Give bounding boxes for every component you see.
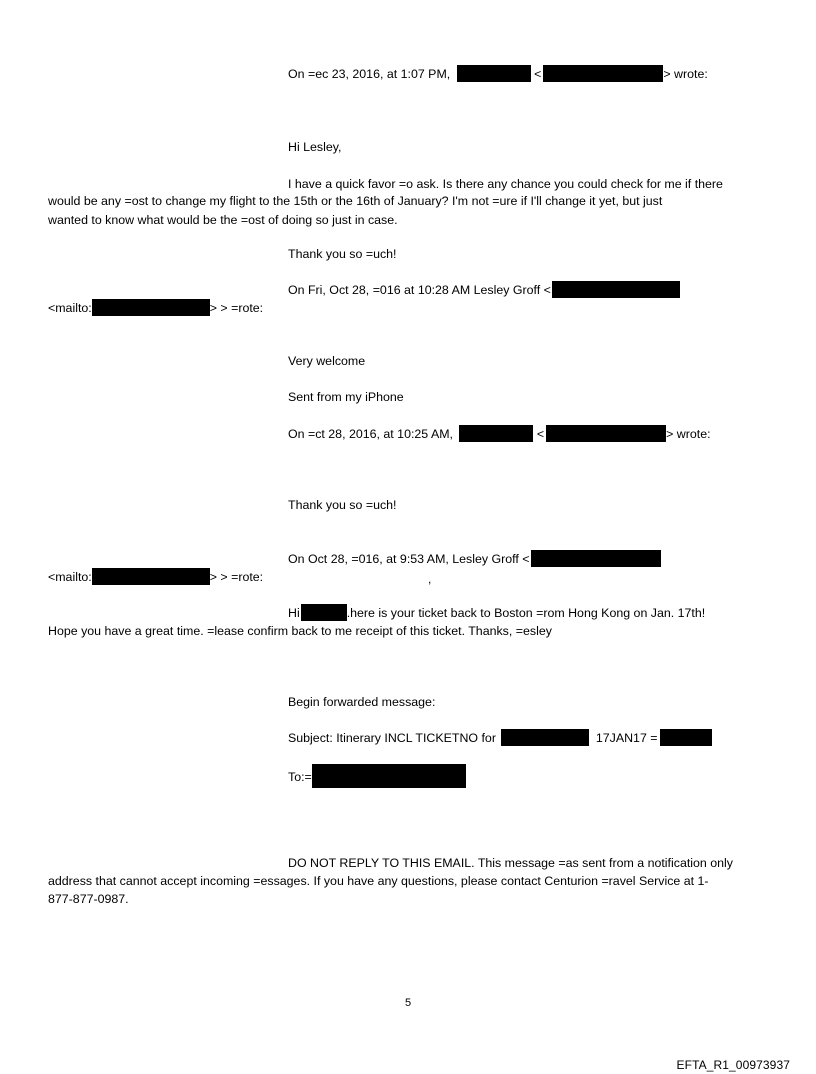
begin-forwarded: Begin forwarded message:	[288, 695, 436, 709]
redaction	[501, 729, 589, 746]
msg2-header	[288, 281, 680, 299]
redaction	[543, 65, 663, 82]
to-label: To:=	[288, 770, 312, 784]
redaction	[459, 425, 533, 442]
bates-number: EFTA_R1_00973937	[676, 1058, 790, 1072]
mailto: <mailto:	[48, 570, 92, 584]
mailto: <mailto:	[48, 301, 92, 315]
msg2-header-text: On Fri, Oct 28, =016 at 10:28 AM Lesley Groff <	[288, 283, 551, 297]
sent-from: Sent from my iPhone	[288, 390, 404, 404]
lt: <	[533, 427, 545, 441]
stray-comma: ,	[428, 572, 432, 586]
ticket-rest: .here is your ticket back to Boston =rom Hong Kong on Jan. 17th!	[346, 606, 706, 620]
ticket-hi: Hi	[288, 606, 300, 620]
favor-line1: I have a quick favor =o ask. Is there any chance you could check for me if there	[288, 177, 723, 191]
redaction	[457, 65, 531, 82]
subject-mid: 17JAN17 =	[595, 731, 658, 745]
redaction	[660, 729, 712, 746]
rote: > > =rote:	[209, 301, 264, 315]
msg1-header	[288, 65, 708, 83]
msg3-header-prefix: On =ct 28, 2016, at 10:25 AM,	[288, 427, 453, 441]
gt-wrote: > wrote:	[666, 427, 711, 441]
redaction	[92, 299, 210, 316]
msg4-header	[288, 550, 661, 568]
to-line	[288, 764, 466, 788]
msg1-header-prefix: On =ec 23, 2016, at 1:07 PM,	[288, 67, 451, 81]
favor-line3: wanted to know what would be the =ost of doing so just in case.	[48, 213, 398, 227]
thanks1: Thank you so =uch!	[288, 247, 397, 261]
redaction	[546, 425, 666, 442]
subject-line	[288, 729, 712, 747]
thanks2: Thank you so =uch!	[288, 498, 397, 512]
redaction	[301, 604, 347, 621]
gt-wrote: > wrote:	[663, 67, 708, 81]
notice-line1: DO NOT REPLY TO THIS EMAIL. This message =as sent from a notification only	[288, 856, 733, 870]
redaction	[92, 568, 210, 585]
rote: > > =rote:	[209, 570, 264, 584]
page-number: 5	[404, 997, 412, 1009]
msg4-header-text: On Oct 28, =016, at 9:53 AM, Lesley Groff <	[288, 552, 530, 566]
notice-line3: 877-877-0987.	[48, 892, 129, 906]
redaction	[552, 281, 680, 298]
subject-prefix: Subject: Itinerary INCL TICKETNO for	[288, 731, 496, 745]
msg4-mailto	[48, 568, 263, 586]
favor-line2: would be any =ost to change my flight to the 15th or the 16th of January? I'm not =ure if I'll change it yet, but just	[48, 194, 663, 208]
redaction	[531, 550, 661, 567]
greeting: Hi Lesley,	[288, 140, 342, 154]
notice-line2: address that cannot accept incoming =essages. If you have any questions, please contact Centurion =ravel Service at 1-	[48, 874, 709, 888]
ticket-line2: Hope you have a great time. =lease confirm back to me receipt of this ticket. Thanks, =esley	[48, 624, 552, 638]
msg3-header	[288, 425, 711, 443]
lt: <	[530, 67, 542, 81]
msg2-mailto	[48, 299, 263, 317]
very-welcome: Very welcome	[288, 354, 366, 368]
ticket-line1	[288, 604, 705, 622]
redaction	[312, 764, 466, 788]
